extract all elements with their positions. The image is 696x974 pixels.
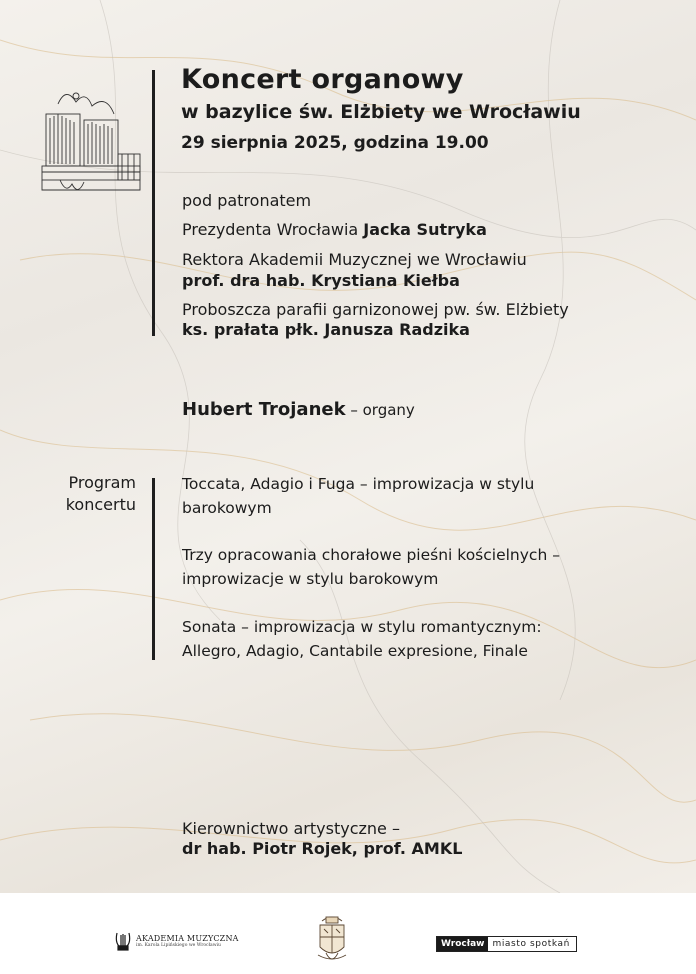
lyre-icon	[114, 930, 132, 952]
page-subtitle: w bazylice św. Elżbiety we Wrocławiu	[181, 101, 581, 123]
program-label-line2: koncertu	[65, 495, 136, 514]
program-label-line1: Program	[68, 473, 136, 492]
program-item-line2: barokowym	[182, 499, 272, 517]
organ-illustration	[36, 84, 146, 206]
artistic-direction-label: Kierownictwo artystyczne –	[182, 819, 400, 838]
patron-2-name: prof. dra hab. Krystiana Kiełba	[182, 271, 460, 290]
program-item-line1: Trzy opracowania chorałowe pieśni kościelnych –	[182, 546, 560, 564]
wroclaw-logo-slogan: miasto spotkań	[492, 939, 570, 949]
patron-3-title: Proboszcza parafii garnizonowej pw. św. Elżbiety	[182, 300, 569, 319]
performer-name: Hubert Trojanek	[182, 399, 346, 420]
concert-date: 29 sierpnia 2025, godzina 19.00	[181, 133, 489, 153]
page-title: Koncert organowy	[181, 64, 464, 95]
patron-3-name: ks. prałata płk. Janusza Radzika	[182, 320, 470, 339]
program-label	[40, 472, 136, 516]
program-item	[182, 472, 534, 520]
academy-subname: im. Karola Lipińskiego we Wrocławiu	[136, 943, 221, 948]
patron-2-title: Rektora Akademii Muzycznej we Wrocławiu	[182, 250, 527, 269]
footer	[0, 893, 696, 974]
patron-1	[182, 220, 487, 240]
program-item-line2: Allegro, Adagio, Cantabile expresione, Finale	[182, 642, 528, 660]
program-item-line1: Toccata, Adagio i Fuga – improwizacja w stylu	[182, 475, 535, 493]
academy-name: AKADEMIA MUZYCZNA	[136, 934, 239, 943]
academy-logo	[114, 930, 239, 952]
program-item-line1: Sonata – improwizacja w stylu romantycznym:	[182, 618, 542, 636]
artistic-director-name: dr hab. Piotr Rojek, prof. AMKL	[182, 839, 463, 858]
patronage-intro: pod patronatem	[182, 191, 312, 210]
program-item-line2: improwizacje w stylu barokowym	[182, 570, 439, 588]
patron-1-name: Jacka Sutryka	[363, 220, 487, 239]
parish-crest	[316, 915, 348, 971]
performer-role: – organy	[345, 401, 415, 419]
performer	[182, 399, 415, 420]
header-divider	[152, 70, 155, 336]
program-item	[182, 543, 560, 591]
wroclaw-logo	[436, 936, 577, 952]
patron-1-title: Prezydenta Wrocławia	[182, 220, 364, 239]
crest-icon	[316, 915, 348, 967]
program-divider	[152, 478, 155, 660]
wroclaw-logo-city: Wrocław	[437, 937, 488, 951]
program-item	[182, 615, 542, 663]
